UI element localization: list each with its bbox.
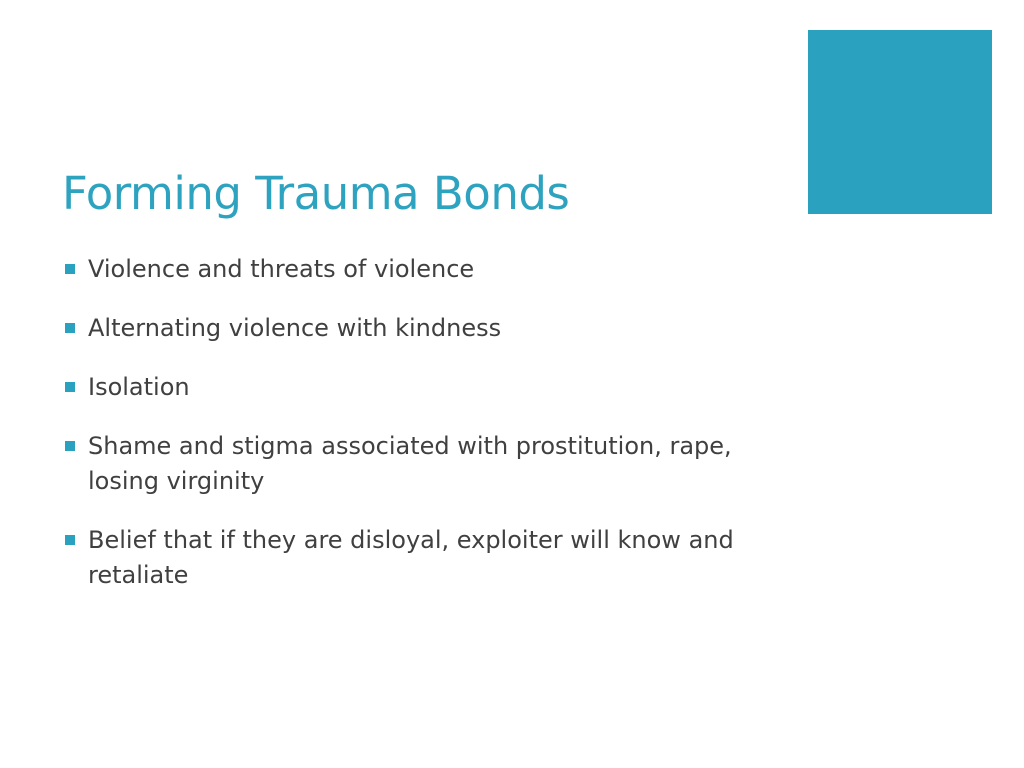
bullet-item: [62, 370, 762, 405]
bullet-item: [62, 311, 762, 346]
bullet-item: [62, 523, 762, 593]
square-bullet-icon: [65, 264, 75, 274]
accent-square: [808, 30, 992, 214]
square-bullet-icon: [65, 441, 75, 451]
bullet-text: Belief that if they are disloyal, exploiter will know and retaliate: [88, 526, 734, 589]
slide-title: Forming Trauma Bonds: [62, 167, 570, 220]
bullet-text: Shame and stigma associated with prostitution, rape, losing virginity: [88, 432, 732, 495]
bullet-item: [62, 429, 762, 499]
bullet-text: Alternating violence with kindness: [88, 314, 502, 342]
bullet-list: [62, 252, 762, 617]
bullet-item: [62, 252, 762, 287]
bullet-text: Violence and threats of violence: [88, 255, 475, 283]
square-bullet-icon: [65, 535, 75, 545]
square-bullet-icon: [65, 382, 75, 392]
bullet-text: Isolation: [88, 373, 190, 401]
square-bullet-icon: [65, 323, 75, 333]
